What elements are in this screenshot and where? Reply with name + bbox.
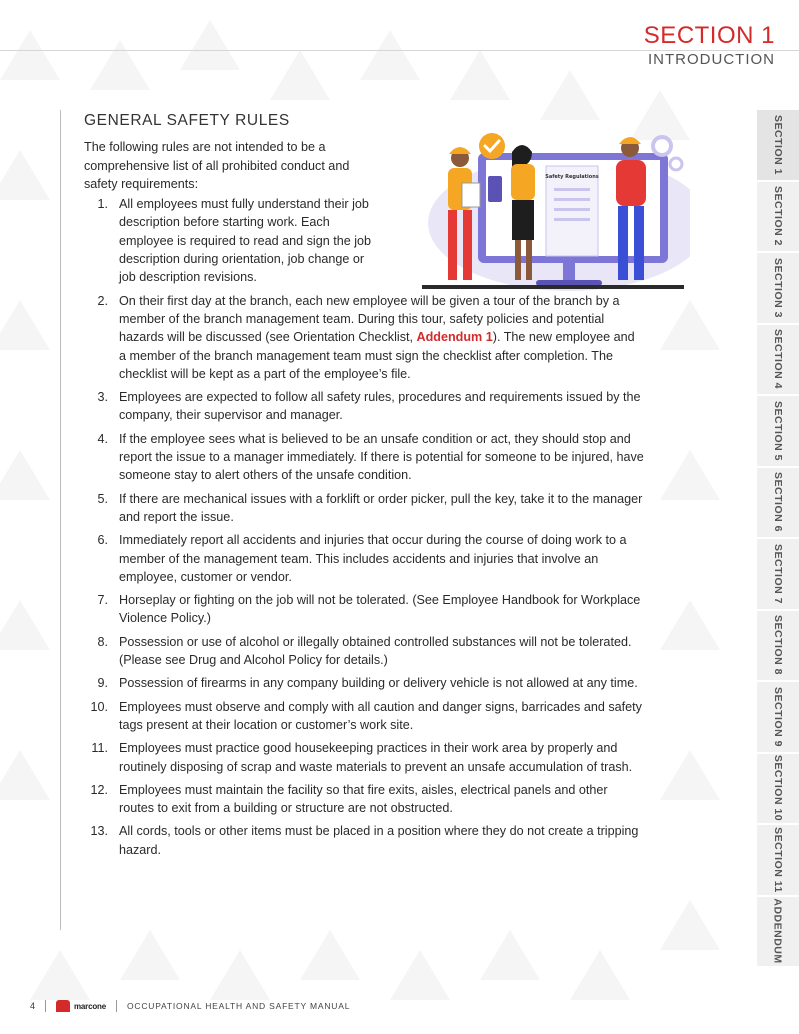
tab-section-5[interactable]	[757, 396, 799, 468]
item-text: On their first day at the branch, each new employee will be given a tour of the branch by a member of the branch management team. During this tour, safety policies and potential hazards will be discussed (see Orientation Checklist,	[119, 293, 620, 345]
item-number: 13.	[90, 824, 108, 839]
item-text: Horseplay or fighting on the job will not be tolerated. (See Employee Handbook for Workplace Violence Policy.)	[119, 593, 641, 626]
item-text: Employees are expected to follow all safety rules, procedures and requirements issued by the company, their supervisor and manager.	[119, 390, 641, 423]
footer-divider	[116, 1000, 117, 1012]
item-text: All employees must fully understand their job description before starting work. Each employee is required to read and sign the job description during orientation, job change or job description revisions.	[119, 197, 372, 285]
item-number: 6.	[97, 533, 108, 548]
page-footer	[30, 1000, 350, 1012]
tab-label: SECTION 3	[772, 257, 784, 318]
list-item	[84, 633, 644, 670]
brand-logo	[56, 1000, 106, 1012]
footer-divider	[45, 1000, 46, 1012]
item-text: ). The new employee and a member of the branch management team must sign the checklist after completion. The checklist will be kept as a part of the employee’s file.	[119, 330, 635, 381]
section-tabs	[757, 110, 799, 968]
logo-mark-icon	[56, 1000, 70, 1012]
tab-label: SECTION 8	[772, 615, 784, 676]
tab-section-8[interactable]	[757, 611, 799, 683]
tab-section-1[interactable]	[757, 110, 799, 182]
intro-paragraph: The following rules are not intended to be a comprehensive list of all prohibited conduct and safety requirements:	[84, 140, 350, 191]
list-item	[84, 591, 644, 628]
item-text: If there are mechanical issues with a forklift or order picker, pull the key, take it to the manager and report the issue.	[119, 491, 643, 524]
tab-section-9[interactable]	[757, 682, 799, 754]
item-text: Employees must observe and comply with all caution and danger signs, barricades and safety tags present at their location or customer’s work site.	[119, 699, 642, 732]
tab-label: SECTION 1	[772, 114, 784, 175]
tab-section-11[interactable]	[757, 825, 799, 897]
list-item	[84, 822, 644, 859]
list-item	[84, 698, 644, 735]
list-item	[84, 430, 644, 485]
item-text: Employees must maintain the facility so that fire exits, aisles, electrical panels and other routes to exit from a building or structure are not obstructed.	[119, 782, 608, 816]
addendum-link[interactable]: Addendum 1	[416, 330, 493, 345]
item-number: 2.	[97, 293, 108, 308]
tab-label: SECTION 10	[772, 755, 784, 822]
list-item	[84, 674, 644, 692]
item-number: 9.	[97, 676, 108, 691]
tab-label: SECTION 2	[772, 186, 784, 247]
tab-label: SECTION 4	[772, 329, 784, 390]
item-text: Possession or use of alcohol or illegally obtained controlled substances will not be tolerated. (Please see Drug and Alcohol Policy for details.)	[119, 634, 632, 668]
item-number: 4.	[97, 431, 108, 446]
tab-label: SECTION 6	[772, 472, 784, 533]
section-subtitle: INTRODUCTION	[648, 51, 775, 68]
tab-section-2[interactable]	[757, 182, 799, 254]
tab-label: SECTION 7	[772, 543, 784, 604]
rules-list	[84, 195, 644, 859]
item-text: Immediately report all accidents and injuries that occur during the course of doing work to a member of the management team. This includes accidents and injuries that involve an employee, customer or vendor.	[119, 533, 627, 584]
item-text: If the employee sees what is believed to be an unsafe condition or act, they should stop and report the issue to a manager immediately. If there is potential for someone to be injured, have someone stay to alert others of the unsafe condition.	[119, 431, 644, 483]
item-number: 7.	[97, 593, 108, 608]
tab-label: SECTION 11	[772, 826, 785, 893]
section-title: SECTION 1	[643, 22, 775, 49]
item-number: 8.	[97, 634, 108, 649]
item-number: 11.	[91, 741, 108, 756]
manual-title: OCCUPATIONAL HEALTH AND SAFETY MANUAL	[126, 1001, 351, 1011]
item-text: Employees must practice good housekeeping practices in their work area by properly and routinely disposing of scrap and waste materials to prevent an unsafe accumulation of trash.	[119, 741, 633, 774]
list-item	[84, 781, 644, 818]
item-text: Possession of firearms in any company building or delivery vehicle is not allowed at any time.	[119, 676, 638, 691]
tab-section-7[interactable]	[757, 539, 799, 611]
tab-addendum[interactable]	[757, 897, 799, 969]
item-number: 10.	[90, 699, 108, 714]
page-heading: GENERAL SAFETY RULES	[84, 112, 290, 129]
list-item	[84, 490, 644, 527]
list-item	[84, 292, 644, 383]
list-item	[84, 388, 644, 425]
page-number: 4	[30, 1001, 36, 1011]
list-item	[84, 739, 644, 776]
list-item	[84, 531, 644, 586]
item-number: 1.	[97, 197, 108, 212]
item-number: 12.	[90, 782, 108, 797]
item-number: 5.	[97, 491, 108, 506]
item-text: All cords, tools or other items must be placed in a position where they do not create a tripping hazard.	[119, 824, 639, 857]
tab-label: SECTION 5	[772, 400, 784, 461]
section-header	[644, 22, 775, 68]
main-content	[84, 112, 644, 864]
tab-label: ADDENDUM	[772, 898, 784, 964]
sign-title: Safety Regulations	[545, 174, 599, 180]
tab-section-4[interactable]	[757, 325, 799, 397]
tab-section-3[interactable]	[757, 253, 799, 325]
tab-section-6[interactable]	[757, 468, 799, 540]
list-item	[84, 195, 374, 286]
content-left-rule	[60, 110, 61, 930]
brand-name: marcone	[74, 1001, 106, 1011]
tab-section-10[interactable]	[757, 754, 799, 826]
tab-label: SECTION 9	[772, 686, 784, 747]
item-number: 3.	[97, 390, 108, 405]
